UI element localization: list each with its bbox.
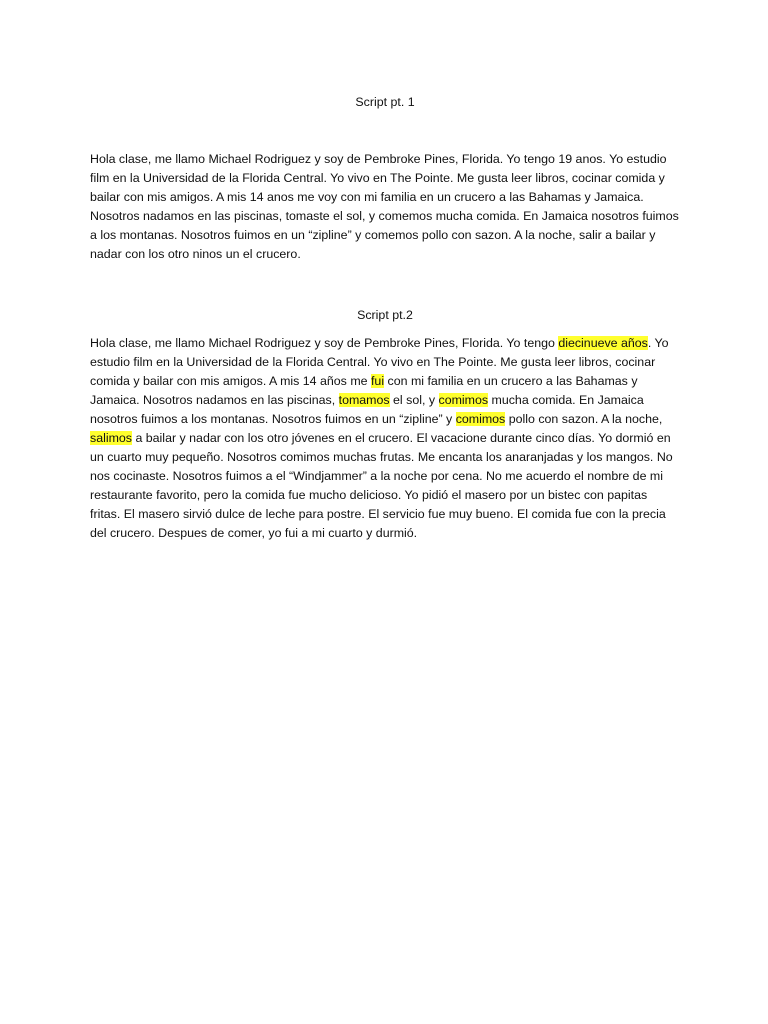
paragraph-script-1: Hola clase, me llamo Michael Rodriguez y soy de Pembroke Pines, Florida. Yo tengo 19 anos. Yo estudio film en la Universidad de la Florida Central. Yo vivo en The Pointe. Me gusta leer libros, cocinar comida y bailar con mis amigos. A mis 14 anos me voy con mi familia en un crucero a las Bahamas y Jamaica. Nosotros nadamos en las piscinas, tomaste el sol, y comemos mucha comida. En Jamaica nosotros fuimos a los montanas. Nosotros fuimos en un “zipline” y comemos pollo con sazon. A la noche, salir a bailar y nadar con los otro ninos un el crucero. xyxy=(90,152,679,261)
text-segment: pollo con sazon. A la noche, xyxy=(505,412,663,426)
text-segment: el sol, y xyxy=(389,393,439,407)
highlighted-text: fui xyxy=(370,374,385,388)
document-page xyxy=(90,0,680,543)
paragraph-script-2 xyxy=(90,334,680,543)
text-segment: con mi familia en un crucero a las Bahamas y Jamaica. Nosotros nadamos en las piscinas, xyxy=(90,374,638,407)
text-segment: a bailar y nadar con los otro jóvenes en el crucero. El vacacione durante cinco días. Yo dormió en un cuarto muy pequeño. Nosotros comimos muchas frutas. Me encanta los anaranjadas y los mangos. No nos cocinaste. Nosotros fuimos a el “Windjammer” a la noche por cena. No me acuerdo el nombre de mi restaurante favorito, pero la comida fue mucho delicioso. Yo pidió el masero por un bistec con papitas fritas. El masero sirvió dulce de leche para postre. El servicio fue muy bueno. El comida fue con la precia del crucero. Despues de comer, yo fui a mi cuarto y durmió. xyxy=(90,431,673,540)
highlighted-text: diecinueve años xyxy=(558,336,648,350)
highlighted-text: comimos xyxy=(438,393,489,407)
highlighted-text: tomamos xyxy=(338,393,390,407)
highlighted-text: salimos xyxy=(90,431,132,445)
text-segment: Hola clase, me llamo Michael Rodriguez y soy de Pembroke Pines, Florida. Yo tengo xyxy=(90,336,559,350)
text-segment: mucha comida. En Jamaica nosotros fuimos a los montanas. Nosotros fuimos en un “zipline” y xyxy=(90,393,644,426)
section-title-1: Script pt. 1 xyxy=(355,95,415,109)
section-title-2: Script pt.2 xyxy=(357,308,413,322)
highlighted-text: comimos xyxy=(455,412,506,426)
text-segment: . Yo estudio film en la Universidad de la Florida Central. Yo vivo en The Pointe. Me gusta leer libros, cocinar comida y bailar con mis amigos. A mis 14 años me xyxy=(90,336,669,388)
